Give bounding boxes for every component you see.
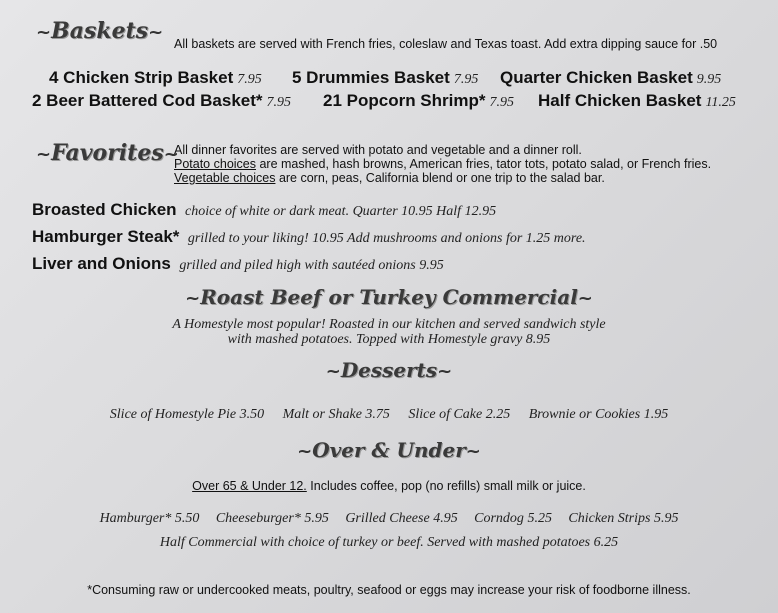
kids-item: Cheeseburger* 5.95 [215, 511, 329, 526]
favorites-note-1: All dinner favorites are served with potato and vegetable and a dinner roll. [174, 143, 582, 157]
over-under-note: Over 65 & Under 12. Includes coffee, pop (no refills) small milk or juice. [192, 479, 586, 493]
commercial-line-1: A Homestyle most popular! Roasted in our kitchen and served sandwich style [172, 317, 606, 332]
desserts-heading: ~Desserts~ [325, 358, 453, 382]
half-commercial-line: Half Commercial with choice of turkey or beef. Served with mashed potatoes 6.25 [159, 535, 619, 550]
favorite-item: Liver and Onions grilled and piled high with sautéed onions 9.95 [32, 254, 444, 273]
favorite-item: Broasted Chicken choice of white or dark meat. Quarter 10.95 Half 12.95 [32, 200, 497, 219]
dessert-item: Slice of Cake 2.25 [408, 407, 511, 422]
basket-item: Quarter Chicken Basket 9.95 [500, 68, 722, 87]
basket-item: Half Chicken Basket 11.25 [538, 91, 736, 110]
basket-item: 5 Drummies Basket 7.95 [292, 68, 479, 87]
over-under-heading: ~Over & Under~ [297, 438, 481, 462]
desserts-row [0, 405, 778, 423]
dessert-item: Slice of Homestyle Pie 3.50 [109, 407, 265, 422]
kids-item: Hamburger* 5.50 [99, 511, 200, 526]
commercial-line-2: with mashed potatoes. Topped with Homestyle gravy 8.95 [227, 332, 551, 347]
baskets-note: All baskets are served with French fries, coleslaw and Texas toast. Add extra dipping sauce for .50 [174, 37, 718, 51]
favorites-heading: ~Favorites~ [36, 140, 179, 166]
basket-item: 4 Chicken Strip Basket 7.95 [49, 68, 262, 87]
over-under-row [0, 509, 778, 527]
favorite-item: Hamburger Steak* grilled to your liking! 10.95 Add mushrooms and onions for 1.25 more. [32, 227, 586, 246]
disclaimer: *Consuming raw or undercooked meats, poultry, seafood or eggs may increase your risk of foodborne illness. [87, 583, 691, 597]
kids-item: Grilled Cheese 4.95 [345, 511, 458, 526]
basket-item: 21 Popcorn Shrimp* 7.95 [323, 91, 514, 110]
dessert-item: Malt or Shake 3.75 [282, 407, 390, 422]
kids-item: Chicken Strips 5.95 [568, 511, 679, 526]
kids-item: Corndog 5.25 [474, 511, 552, 526]
favorites-note-3: Vegetable choices are corn, peas, California blend or one trip to the salad bar. [174, 171, 605, 185]
favorites-note-2: Potato choices are mashed, hash browns, American fries, tator tots, potato salad, or French fries. [174, 157, 712, 171]
basket-item: 2 Beer Battered Cod Basket* 7.95 [32, 91, 292, 110]
baskets-heading: ~Baskets~ [36, 18, 164, 44]
dessert-item: Brownie or Cookies 1.95 [528, 407, 669, 422]
commercial-heading: ~Roast Beef or Turkey Commercial~ [185, 285, 593, 309]
